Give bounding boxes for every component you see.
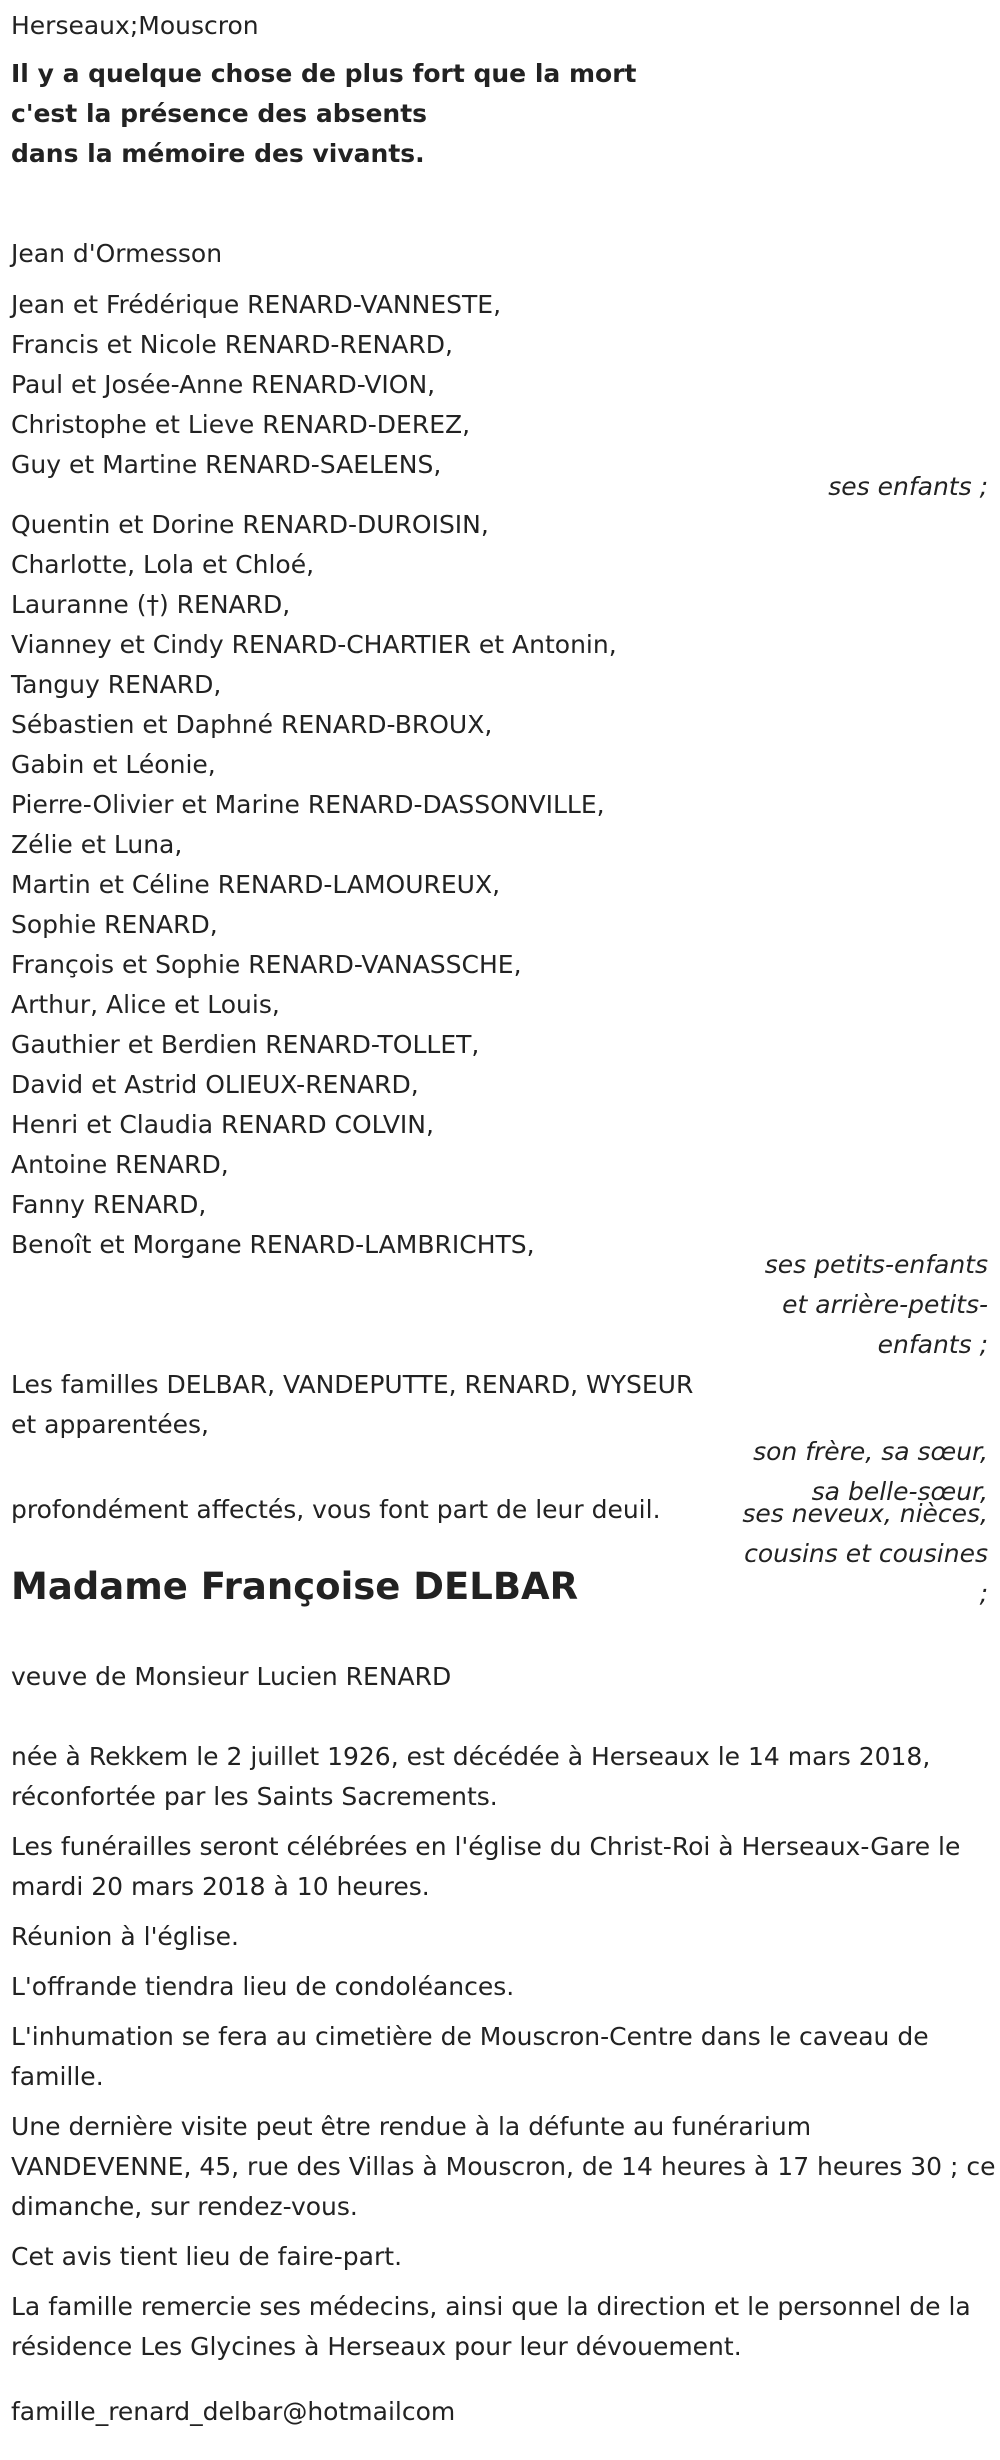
list-item: Francis et Nicole RENARD-RENARD,	[11, 330, 453, 359]
list-item: Guy et Martine RENARD-SAELENS,	[11, 450, 442, 479]
list-item: Henri et Claudia RENARD COLVIN,	[11, 1110, 434, 1139]
quote-line: dans la mémoire des vivants.	[11, 139, 425, 168]
grandchildren-label-line: ses petits-enfants	[764, 1250, 988, 1279]
paragraph-meeting: Réunion à l'église.	[11, 1922, 239, 1951]
list-item: Quentin et Dorine RENARD-DUROISIN,	[11, 510, 489, 539]
siblings-label-line: son frère, sa sœur,	[753, 1437, 988, 1466]
list-item: Vianney et Cindy RENARD-CHARTIER et Antonin,	[11, 630, 617, 659]
children-label-text: ses enfants ;	[828, 472, 988, 501]
children-list	[11, 285, 996, 485]
grandchildren-label-line: et arrière-petits-	[782, 1290, 988, 1319]
announcement	[11, 1490, 741, 1530]
nephews-label	[742, 1494, 988, 1614]
grandchildren-label-line: enfants ;	[877, 1330, 988, 1359]
list-item: Benoît et Morgane RENARD-LAMBRICHTS,	[11, 1230, 535, 1259]
list-item: Charlotte, Lola et Chloé,	[11, 550, 315, 579]
families-line: et apparentées,	[11, 1410, 209, 1439]
quote-line: c'est la présence des absents	[11, 99, 428, 128]
quote-author	[11, 234, 996, 274]
details	[11, 1737, 996, 2367]
grandchildren-list	[11, 505, 996, 1265]
paragraph-burial: L'inhumation se fera au cimetière de Mouscron-Centre dans le caveau de famille.	[11, 2022, 929, 2091]
nephews-label-line: ;	[979, 1579, 988, 1608]
list-item: Fanny RENARD,	[11, 1190, 207, 1219]
quote-line: Il y a quelque chose de plus fort que la mort	[11, 59, 637, 88]
widow-of	[11, 1657, 996, 1697]
email	[11, 2392, 996, 2432]
list-item: Arthur, Alice et Louis,	[11, 990, 280, 1019]
list-item: Pierre-Olivier et Marine RENARD-DASSONVILLE,	[11, 790, 605, 819]
deceased-name: Madame Françoise DELBAR	[11, 1565, 579, 1608]
nephews-label-line: ses neveux, nièces,	[742, 1499, 988, 1528]
grandchildren-label	[765, 1245, 988, 1365]
paragraph-visit: Une dernière visite peut être rendue à la défunte au funérarium VANDEVENNE, 45, rue des Villas à Mouscron, de 14 heures à 17 heures 30 ; ce dimanche, sur rendez-vous.	[11, 2112, 996, 2221]
list-item: Zélie et Luna,	[11, 830, 183, 859]
paragraph-offering: L'offrande tiendra lieu de condoléances.	[11, 1972, 515, 2001]
email-text: famille_renard_delbar@hotmailcom	[11, 2397, 456, 2426]
list-item: François et Sophie RENARD-VANASSCHE,	[11, 950, 522, 979]
announcement-text: profondément affectés, vous font part de leur deuil.	[11, 1495, 661, 1524]
children-label	[828, 467, 988, 507]
list-item: Gabin et Léonie,	[11, 750, 216, 779]
list-item: Martin et Céline RENARD-LAMOUREUX,	[11, 870, 501, 899]
list-item: Antoine RENARD,	[11, 1150, 229, 1179]
list-item: Tanguy RENARD,	[11, 670, 222, 699]
list-item: David et Astrid OLIEUX-RENARD,	[11, 1070, 419, 1099]
quote-author-text: Jean d'Ormesson	[11, 239, 223, 268]
paragraph-thanks: La famille remercie ses médecins, ainsi que la direction et le personnel de la résidence Les Glycines à Herseaux pour leur dévouement.	[11, 2292, 971, 2361]
location-text: Herseaux;Mouscron	[11, 11, 259, 40]
list-item: Gauthier et Berdien RENARD-TOLLET,	[11, 1030, 480, 1059]
list-item: Paul et Josée-Anne RENARD-VION,	[11, 370, 436, 399]
paragraph-birth-death: née à Rekkem le 2 juillet 1926, est décédée à Herseaux le 14 mars 2018, réconfortée par les Saints Sacrements.	[11, 1742, 931, 1811]
paragraph-funeral: Les funérailles seront célébrées en l'église du Christ-Roi à Herseaux-Gare le mardi 20 mars 2018 à 10 heures.	[11, 1832, 961, 1901]
list-item: Sophie RENARD,	[11, 910, 218, 939]
quote	[11, 54, 996, 174]
list-item: Christophe et Lieve RENARD-DEREZ,	[11, 410, 471, 439]
paragraph-notice: Cet avis tient lieu de faire-part.	[11, 2242, 403, 2271]
widow-of-text: veuve de Monsieur Lucien RENARD	[11, 1662, 452, 1691]
siblings-label-line: sa belle-sœur,	[811, 1477, 988, 1506]
list-item: Sébastien et Daphné RENARD-BROUX,	[11, 710, 493, 739]
families-line: Les familles DELBAR, VANDEPUTTE, RENARD, WYSEUR	[11, 1370, 694, 1399]
nephews-label-line: cousins et cousines	[744, 1539, 988, 1568]
list-item: Lauranne (†) RENARD,	[11, 590, 291, 619]
location	[11, 6, 996, 46]
list-item: Jean et Frédérique RENARD-VANNESTE,	[11, 290, 502, 319]
